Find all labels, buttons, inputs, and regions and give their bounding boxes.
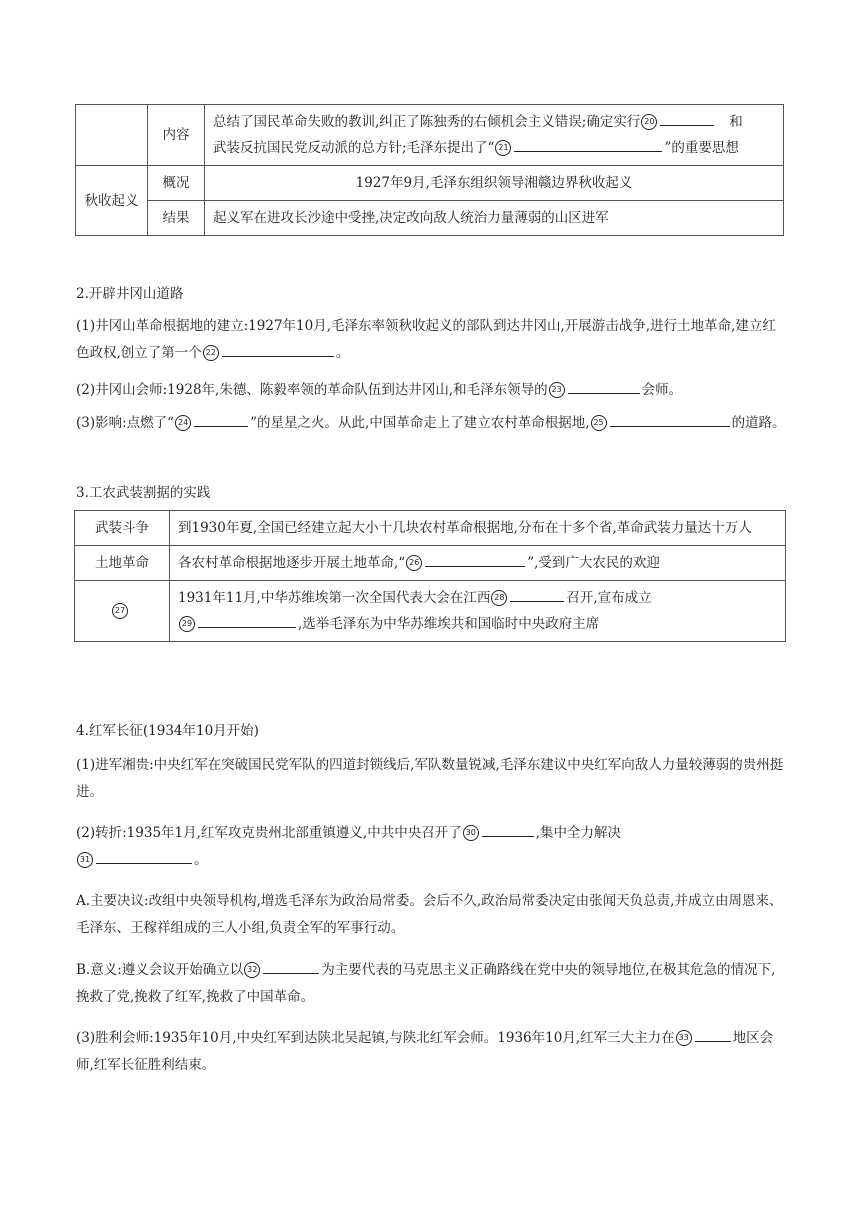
- table-row: [76, 201, 784, 236]
- answer-blank[interactable]: [514, 137, 662, 152]
- answer-blank[interactable]: [198, 613, 296, 628]
- paragraph: (1)进军湘贵:中央红军在突破国民党军队的四道封锁线后,军队数量锐减,毛泽东建议中央红军向敌人力量较薄弱的贵州挺进。: [76, 757, 784, 800]
- answer-blank[interactable]: [425, 552, 525, 567]
- section-heading: 3.工农武装割据的实践: [76, 485, 211, 501]
- circled-number-icon: 27: [112, 603, 128, 619]
- table-row: [75, 546, 786, 581]
- paragraph: (3)胜利会师:1935年10月,中央红军到达陕北吴起镇,与陕北红军会师。1936年10月,红军三大主力在 33 地区会师,红军长征胜利结束。: [76, 1025, 788, 1079]
- row-content: 总结了国民革命失败的教训,纠正了陈独秀的右倾机会主义错误;确定实行 20 和 武装反抗国民党反动派的总方针;毛泽东提出了“ 21 ”的重要思想: [205, 105, 784, 166]
- answer-blank[interactable]: [568, 379, 640, 394]
- table-row: [76, 105, 784, 166]
- row-label: 内容: [148, 105, 205, 166]
- table-row: [75, 511, 786, 546]
- section-heading: 2.开辟井冈山道路: [76, 286, 184, 302]
- row-label: [75, 581, 170, 642]
- circled-number-icon: 30: [463, 825, 479, 841]
- answer-blank[interactable]: [194, 412, 248, 427]
- answer-blank[interactable]: [510, 587, 564, 602]
- circled-number-icon: 28: [491, 590, 507, 606]
- paragraph: A.主要决议:改组中央领导机构,增选毛泽东为政治局常委。会后不久,政治局常委决定由张闻天负总责,并成立由周恩来、毛泽东、王稼祥组成的三人小组,负责全军的军事行动。: [76, 893, 783, 936]
- answer-blank[interactable]: [695, 1027, 731, 1042]
- circled-number-icon: 23: [549, 382, 565, 398]
- table-autumn-uprising: [75, 104, 784, 236]
- row-label: 武装斗争: [75, 511, 170, 546]
- row-content: 1927年9月,毛泽东组织领导湘赣边界秋收起义: [205, 166, 784, 201]
- answer-blank[interactable]: [610, 412, 730, 427]
- row-content: 1931年11月,中华苏维埃第一次全国代表大会在江西 28 召开,宣布成立 29 ,选举毛泽东为中华苏维埃共和国临时中央政府主席: [170, 581, 786, 642]
- paragraph: B.意义:遵义会议开始确立以 32 为主要代表的马克思主义正确路线在党中央的领导地位,在极其危急的情况下,挽救了党,挽救了红军,挽救了中国革命。: [76, 957, 788, 1011]
- row-content: 起义军在进攻长沙途中受挫,决定改向敌人统治力量薄弱的山区进军: [205, 201, 784, 236]
- circled-number-icon: 22: [203, 345, 219, 361]
- circled-number-icon: 25: [591, 415, 607, 431]
- circled-number-icon: 26: [406, 555, 422, 571]
- circled-number-icon: 32: [244, 962, 260, 978]
- group-label: 秋收起义: [76, 166, 148, 236]
- circled-number-icon: 31: [77, 852, 93, 868]
- paragraph: (3)影响:点燃了“ 24 ”的星星之火。从此,中国革命走上了建立农村革命根据地, 25 的道路。: [76, 410, 788, 437]
- circled-number-icon: 24: [175, 415, 191, 431]
- circled-number-icon: 20: [641, 114, 657, 130]
- answer-blank[interactable]: [222, 342, 334, 357]
- row-label: 结果: [148, 201, 205, 236]
- answer-blank[interactable]: [263, 959, 319, 974]
- paragraph: (1)井冈山革命根据地的建立:1927年10月,毛泽东率领秋收起义的部队到达井冈山,开展游击战争,进行土地革命,建立红色政权,创立了第一个 22 。: [76, 318, 776, 361]
- table-armed-separatism: [74, 510, 786, 642]
- row-content: 各农村革命根据地逐步开展土地革命,“ 26 ”,受到广大农民的欢迎: [170, 546, 786, 581]
- table-row: [75, 581, 786, 642]
- circled-number-icon: 29: [179, 616, 195, 632]
- section-heading: 4.红军长征(1934年10月开始): [76, 723, 259, 739]
- paragraph: (2)井冈山会师:1928年,朱德、陈毅率领的革命队伍到达井冈山,和毛泽东领导的 23 会师。: [76, 377, 788, 404]
- row-label: 土地革命: [75, 546, 170, 581]
- row-label: 概况: [148, 166, 205, 201]
- answer-blank[interactable]: [96, 849, 192, 864]
- row-content: 到1930年夏,全国已经建立起大小十几块农村革命根据地,分布在十多个省,革命武装力量达十万人: [170, 511, 786, 546]
- paragraph: (2)转折:1935年1月,红军攻克贵州北部重镇遵义,中共中央召开了 30 ,集中全力解决 31 。: [76, 820, 788, 874]
- answer-blank[interactable]: [660, 111, 714, 126]
- answer-blank[interactable]: [482, 822, 534, 837]
- circled-number-icon: 33: [676, 1030, 692, 1046]
- circled-number-icon: 21: [495, 140, 511, 156]
- table-row: [76, 166, 784, 201]
